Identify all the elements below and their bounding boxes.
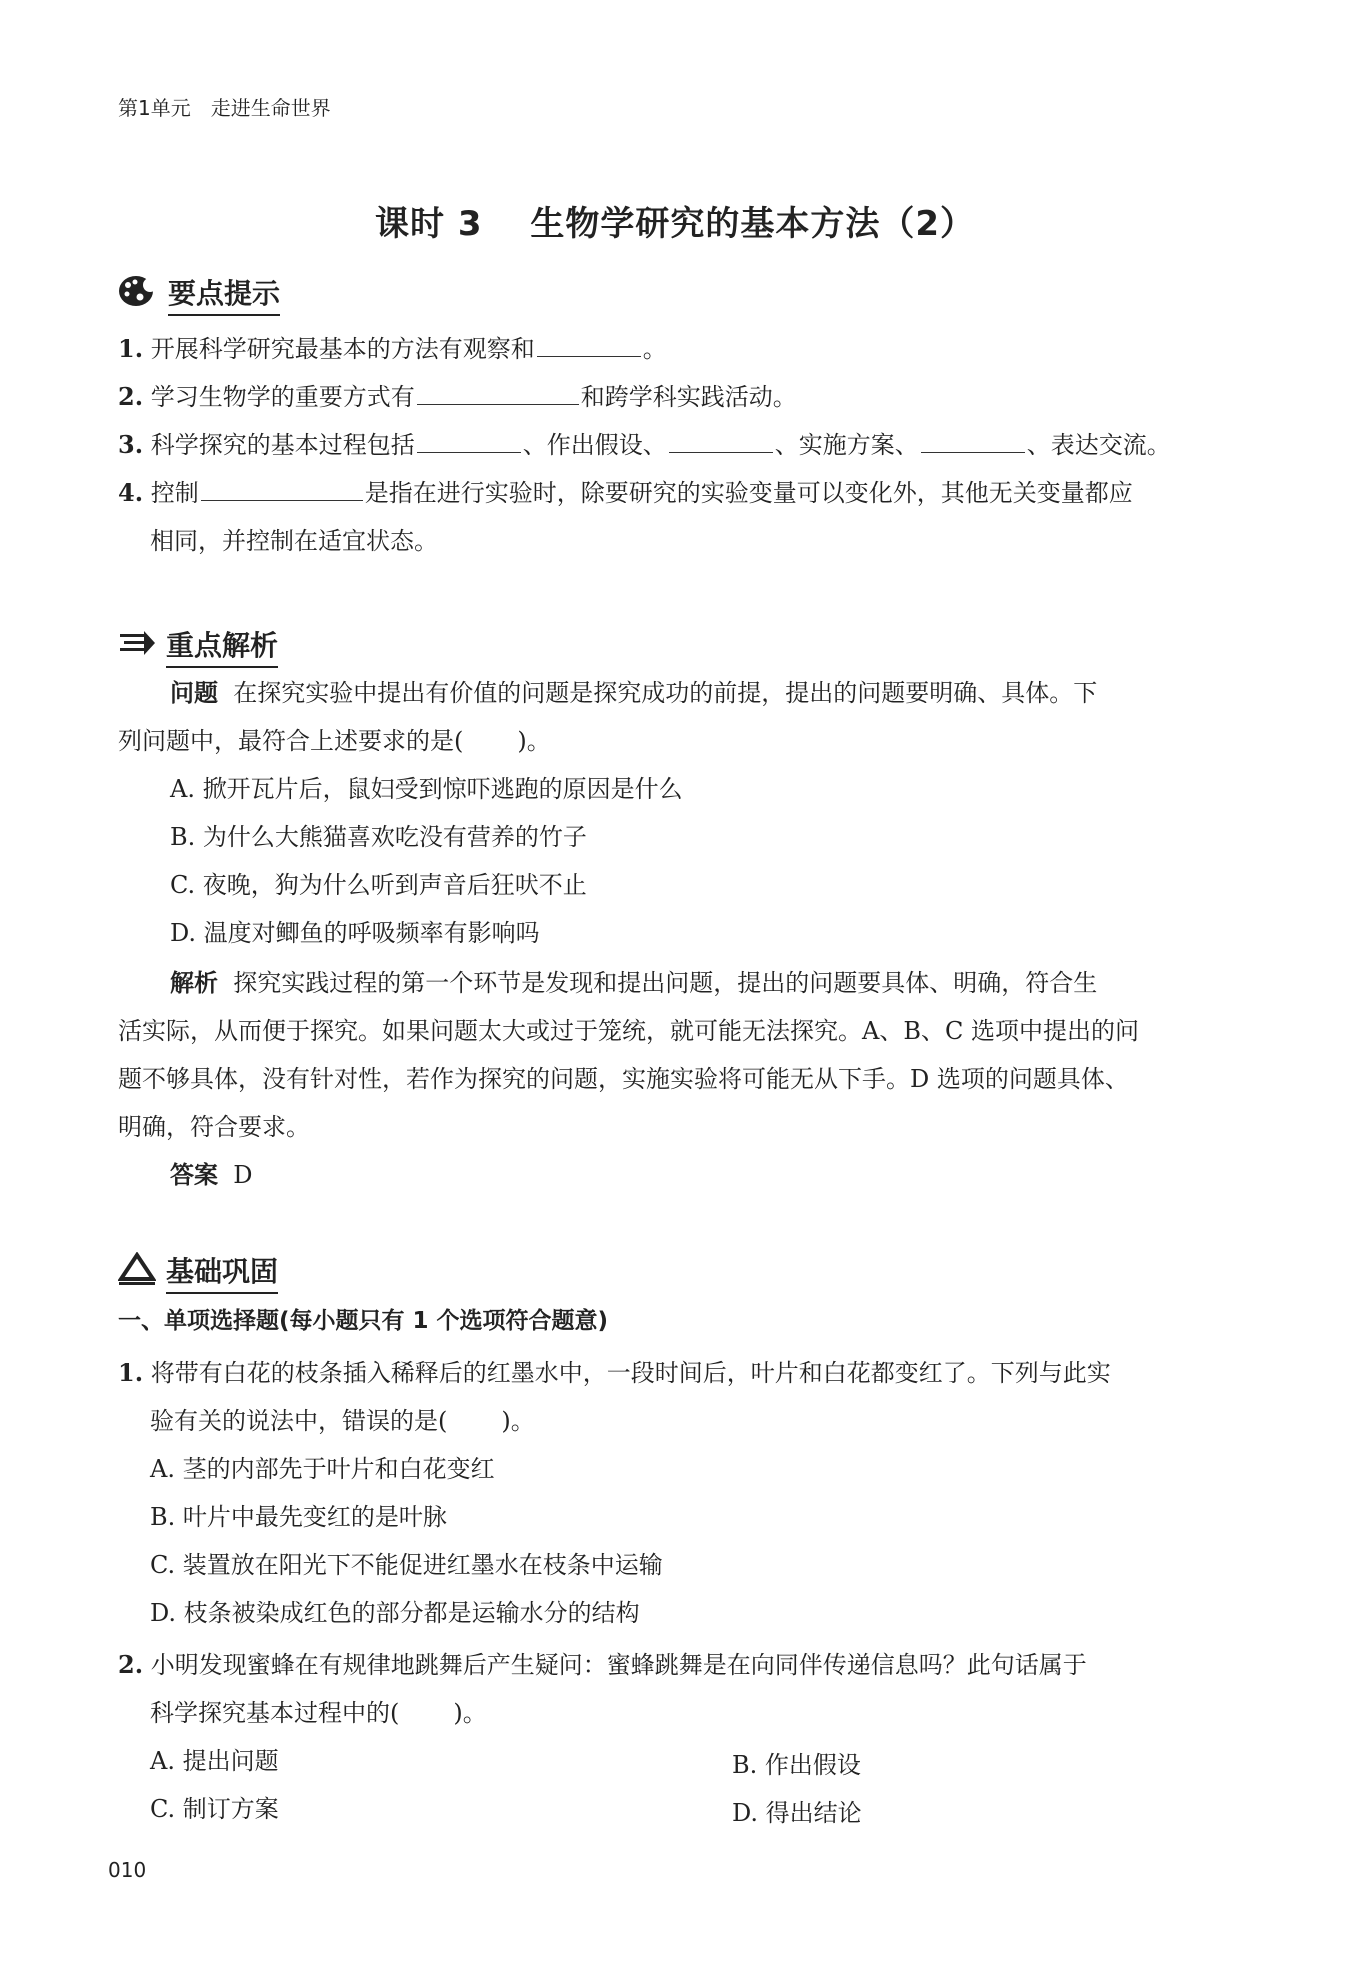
problem-line-2: 列问题中，最符合上述要求的是( )。 [118,727,551,755]
palette-icon [118,273,158,316]
answer-blank [417,430,521,453]
q1-option-a: A. 茎的内部先于叶片和白花变红 [150,1455,495,1483]
q2-option-c: C. 制订方案 [150,1795,279,1823]
section-title: 基础巩固 [166,1250,278,1294]
section-title: 要点提示 [168,272,280,316]
answer-blank [921,430,1025,453]
answer-blank [537,334,641,357]
answer-value: D [233,1161,253,1189]
section-basics [118,1250,278,1294]
key-point-4: 4. 控制 是指在进行实验时，除要研究的实验变量可以变化外，其他无关变量都应 [118,478,1133,507]
key-point-4-cont: 相同，并控制在适宜状态。 [150,527,438,555]
lines-arrow-icon [118,628,156,665]
question-2-line-1: 2. 小明发现蜜蜂在有规律地跳舞后产生疑问：蜜蜂跳舞是在向同伴传递信息吗？此句话属于 [118,1650,1087,1679]
key-point-3: 3. 科学探究的基本过程包括 、作出假设、 、实施方案、 、表达交流。 [118,430,1171,459]
answer-blank [417,382,579,405]
solution-line-3: 题不够具体，没有针对性，若作为探究的问题，实施实验将可能无从下手。D 选项的问题具体、 [118,1065,1129,1093]
question-1-line-1: 1. 将带有白花的枝条插入稀释后的红墨水中，一段时间后，叶片和白花都变红了。下列与此实 [118,1358,1111,1387]
answer-label: 答案 [170,1161,218,1189]
option-b: B. 为什么大熊猫喜欢吃没有营养的竹子 [170,823,587,851]
lesson-title: 课时 3 生物学研究的基本方法（2） [375,204,975,244]
triangle-icon [118,1252,156,1293]
question-2-line-2: 科学探究基本过程中的( )。 [150,1699,487,1727]
problem-line-1: 问题 在探究实验中提出有价值的问题是探究成功的前提，提出的问题要明确、具体。下 [170,679,1098,707]
solution-line-2: 活实际，从而便于探究。如果问题太大或过于笼统，就可能无法探究。A、B、C 选项中提出的问 [118,1017,1139,1045]
section-key-points [118,272,280,316]
solution-label: 解析 [170,969,218,997]
q1-option-b: B. 叶片中最先变红的是叶脉 [150,1503,447,1531]
option-c: C. 夜晚，狗为什么听到声音后狂吠不止 [170,871,587,899]
problem-label: 问题 [170,679,218,707]
section-title: 重点解析 [166,624,278,668]
option-a: A. 掀开瓦片后，鼠妇受到惊吓逃跑的原因是什么 [170,775,683,803]
solution-line-4: 明确，符合要求。 [118,1113,310,1141]
q1-option-d: D. 枝条被染成红色的部分都是运输水分的结构 [150,1599,640,1627]
q2-option-a: A. 提出问题 [150,1747,279,1775]
answer-blank [669,430,773,453]
option-d: D. 温度对鲫鱼的呼吸频率有影响吗 [170,919,540,947]
key-point-1: 1. 开展科学研究最基本的方法有观察和 。 [118,334,667,363]
section-analysis [118,624,278,668]
answer-blank [201,478,363,501]
q1-option-c: C. 装置放在阳光下不能促进红墨水在枝条中运输 [150,1551,663,1579]
answer-line [170,1160,253,1190]
q2-option-b: B. 作出假设 [732,1751,861,1779]
unit-header: 第1单元 走进生命世界 [118,96,331,120]
question-1-line-2: 验有关的说法中，错误的是( )。 [150,1407,535,1435]
q2-option-d: D. 得出结论 [732,1799,862,1827]
solution-line-1: 解析 探究实践过程的第一个环节是发现和提出问题，提出的问题要具体、明确，符合生 [170,969,1098,997]
part-title: 一、单项选择题(每小题只有 1 个选项符合题意) [118,1308,609,1334]
key-point-2: 2. 学习生物学的重要方式有 和跨学科实践活动。 [118,382,797,411]
page-number: 010 [108,1858,147,1882]
